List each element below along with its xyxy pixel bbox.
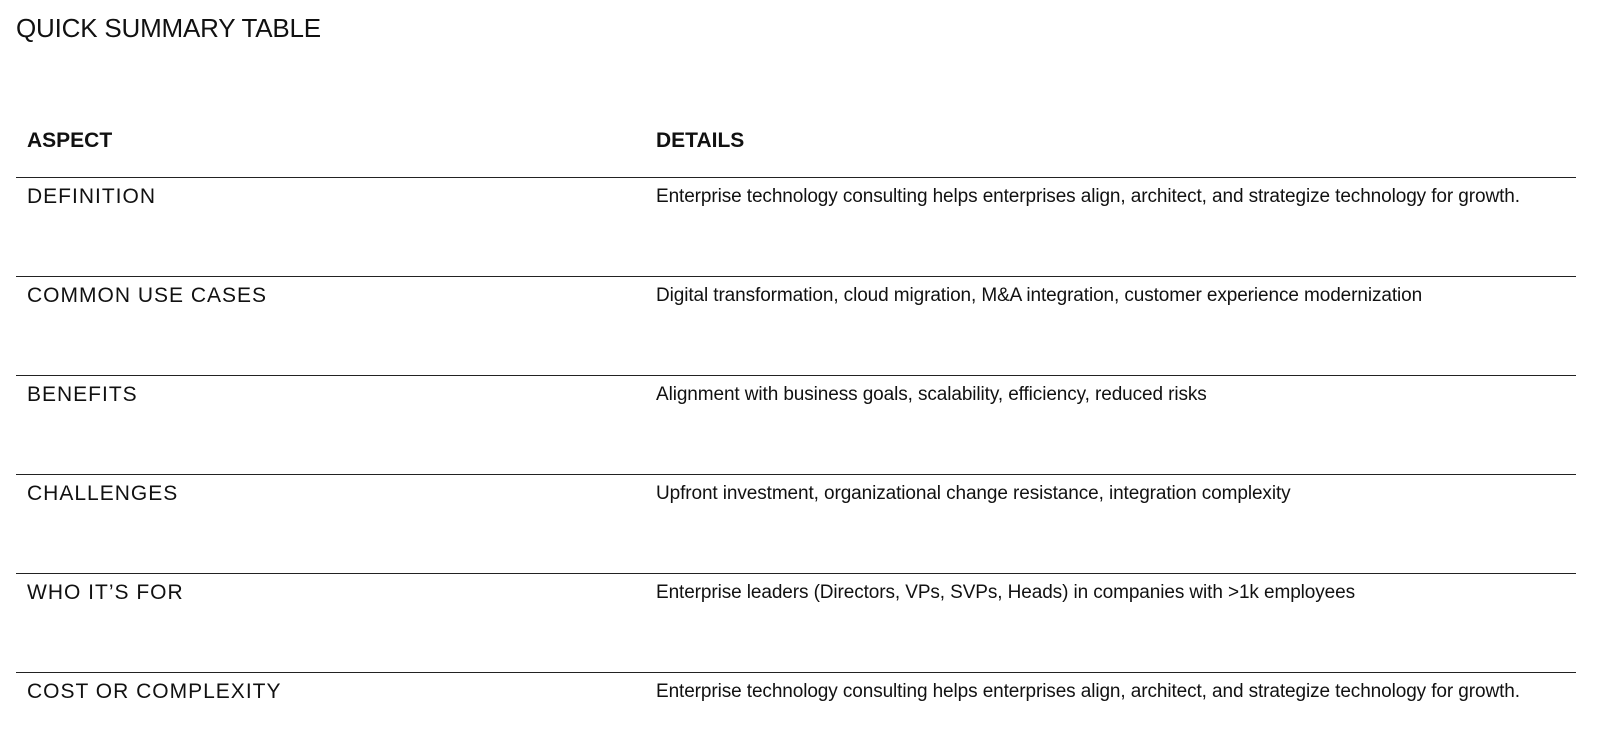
table-header-row [16, 118, 1576, 178]
table-row-cost-or-complexity [16, 673, 1576, 753]
aspect-cell: COMMON USE CASES [27, 284, 268, 307]
column-header-aspect: ASPECT [27, 129, 113, 152]
aspect-cell: DEFINITION [27, 185, 156, 208]
table-row-who-its-for [16, 574, 1576, 673]
details-cell: Enterprise technology consulting helps enterprises align, architect, and strategize technology for growth. [656, 186, 1520, 207]
aspect-cell: BENEFITS [27, 383, 138, 406]
column-header-details: DETAILS [656, 129, 745, 152]
aspect-cell: CHALLENGES [27, 482, 179, 505]
aspect-cell: COST OR COMPLEXITY [27, 680, 282, 703]
details-cell: Alignment with business goals, scalability, efficiency, reduced risks [656, 384, 1207, 405]
table-row-benefits [16, 376, 1576, 475]
page-title: QUICK SUMMARY TABLE [16, 13, 321, 43]
aspect-cell: WHO IT’S FOR [27, 581, 184, 604]
details-cell: Enterprise leaders (Directors, VPs, SVPs, Heads) in companies with >1k employees [656, 582, 1355, 603]
table-row-challenges [16, 475, 1576, 574]
details-cell: Upfront investment, organizational change resistance, integration complexity [656, 483, 1291, 504]
table-row-definition [16, 178, 1576, 277]
details-cell: Enterprise technology consulting helps enterprises align, architect, and strategize technology for growth. [656, 681, 1520, 702]
table-row-common-use-cases [16, 277, 1576, 376]
summary-table [16, 118, 1576, 753]
details-cell: Digital transformation, cloud migration, M&A integration, customer experience modernization [656, 285, 1423, 306]
